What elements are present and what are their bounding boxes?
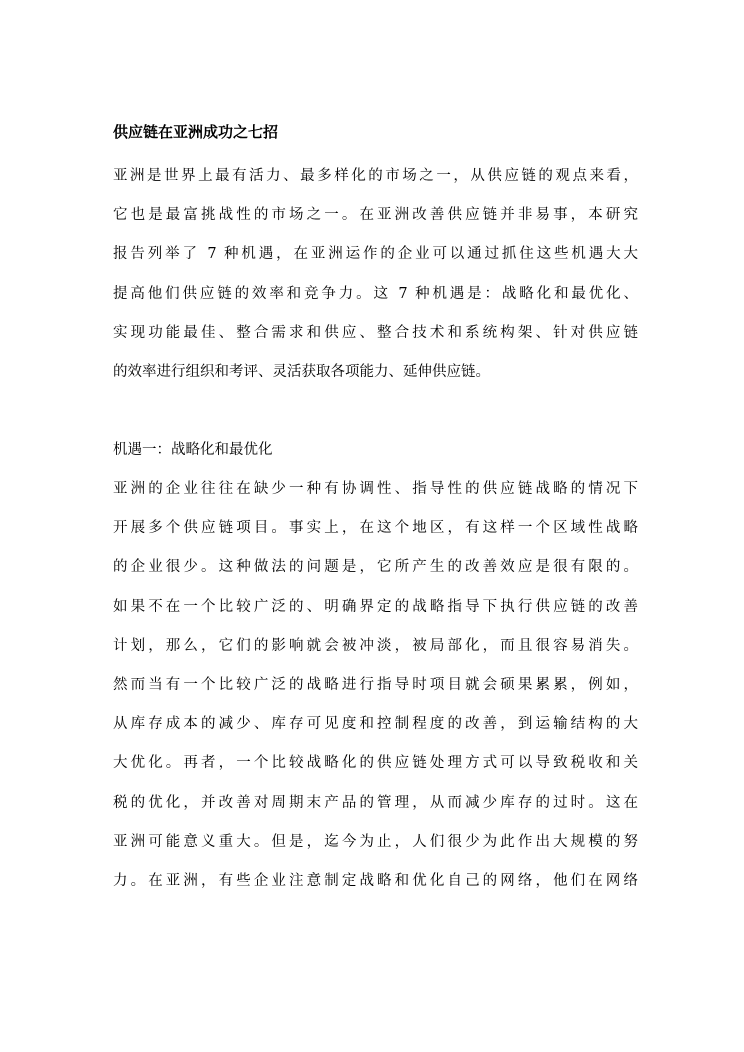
paragraph-line: 报告列举了 7 种机遇，在亚洲运作的企业可以通过抓住这些机遇大大 (113, 246, 638, 263)
paragraph-line: 亚洲的企业往往在缺少一种有协调性、指导性的供应链战略的情况下 (113, 481, 638, 497)
paragraph-line: 如果不在一个比较广泛的、明确界定的战略指导下执行供应链的改善 (113, 598, 638, 615)
paragraph-line: 的企业很少。这种做法的问题是，它所产生的改善效应是很有限的。 (113, 559, 638, 576)
intro-paragraph (113, 157, 638, 392)
paragraph-line: 计划，那么，它们的影响就会被冲淡，被局部化，而且很容易消失。 (113, 637, 638, 654)
paragraph-line: 从库存成本的减少、库存可见度和控制程度的改善，到运输结构的大 (113, 716, 638, 733)
paragraph-line: 力。在亚洲，有些企业注意制定战略和优化自己的网络，他们在网络 (113, 873, 638, 890)
paragraph-line-last: 的效率进行组织和考评、灵活获取各项能力、延伸供应链。 (113, 364, 490, 381)
paragraph-line: 然而当有一个比较广泛的战略进行指导时项目就会硕果累累，例如， (113, 677, 638, 694)
paragraph-line: 实现功能最佳、整合需求和供应、整合技术和系统构架、针对供应链 (113, 324, 638, 341)
paragraph-line: 它也是最富挑战性的市场之一。在亚洲改善供应链并非易事，本研究 (113, 207, 638, 224)
section-heading: 机遇一：战略化和最优化 (113, 442, 273, 458)
paragraph-line: 税的优化，并改善对周期末产品的管理，从而减少库存的过时。这在 (113, 794, 638, 811)
paragraph-line: 亚洲是世界上最有活力、最多样化的市场之一，从供应链的观点来看， (113, 168, 638, 184)
paragraph-line: 提高他们供应链的效率和竞争力。这 7 种机遇是：战略化和最优化、 (113, 285, 638, 302)
opportunity-one-paragraph (113, 470, 638, 901)
paragraph-line: 开展多个供应链项目。事实上，在这个地区，有这样一个区域性战略 (113, 520, 638, 537)
document-title: 供应链在亚洲成功之七招 (113, 123, 279, 141)
paragraph-line: 亚洲可能意义重大。但是，迄今为止，人们很少为此作出大规模的努 (113, 833, 638, 850)
paragraph-line: 大优化。再者，一个比较战略化的供应链处理方式可以导致税收和关 (113, 755, 638, 772)
